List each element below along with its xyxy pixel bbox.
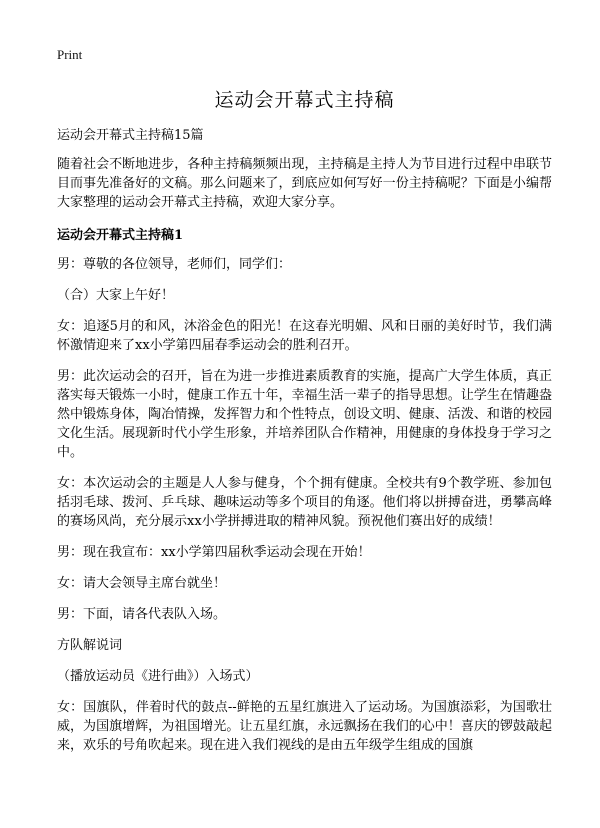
- paragraph: 女：追逐5月的和风，沐浴金色的阳光！在这春光明媚、风和日丽的美好时节，我们满怀激情迎来了xx小学第四届春季运动会的胜利召开。: [57, 319, 552, 353]
- section-heading: 运动会开幕式主持稿1: [57, 228, 184, 243]
- paragraph: 男：下面，请各代表队入场。: [57, 607, 227, 622]
- paragraph: 男：尊敬的各位领导，老师们，同学们：: [57, 257, 292, 272]
- paragraph: 方队解说词: [57, 638, 123, 653]
- paragraph: （合）大家上午好！: [57, 288, 175, 303]
- page-title: 运动会开幕式主持稿: [214, 89, 395, 111]
- paragraph: 女：国旗队，伴着时代的鼓点--鲜艳的五星红旗进入了运动场。为国旗添彩，为国歌壮威，为国旗增辉，为祖国增光。让五星红旗，永远飘扬在我们的心中！喜庆的锣鼓敲起来，欢乐的号角吹起来。现在进入我们视线的是由五年级学生组成的国旗: [57, 700, 552, 753]
- paragraph: 女：请大会领导主席台就坐！: [57, 576, 227, 591]
- paragraph: 男：此次运动会的召开，旨在为进一步推进素质教育的实施，提高广大学生体质，真正落实每天锻炼一小时，健康工作五十年，幸福生活一辈子的指导思想。让学生在情趣盎然中锻炼身体，陶冶情操，发挥智力和个性特点，创设文明、健康、活泼、和谐的校园文化生活。展现新时代小学生形象，并培养团队合作精神，用健康的身体投身于学习之中。: [57, 369, 552, 460]
- paragraph: 男：现在我宣布：xx小学第四届秋季运动会现在开始！: [57, 545, 371, 560]
- print-link[interactable]: Print: [57, 47, 83, 62]
- document-subtitle: 运动会开幕式主持稿15篇: [57, 128, 204, 143]
- paragraph: （播放运动员《进行曲》）入场式）: [57, 669, 259, 684]
- paragraph: 女：本次运动会的主题是人人参与健身，个个拥有健康。全校共有9个教学班、参加包括羽毛球、拨河、乒乓球、趣味运动等多个项目的角逐。他们将以拼搏奋进，勇攀高峰的赛场风尚，充分展示xx小学拼搏进取的精神风貌。预祝他们赛出好的成绩！: [57, 476, 552, 529]
- intro-paragraph: 随着社会不断地进步，各种主持稿频频出现，主持稿是主持人为节目进行过程中串联节目而事先准备好的文稿。那么问题来了，到底应如何写好一份主持稿呢？下面是小编帮大家整理的运动会开幕式主持稿，欢迎大家分享。: [57, 157, 552, 210]
